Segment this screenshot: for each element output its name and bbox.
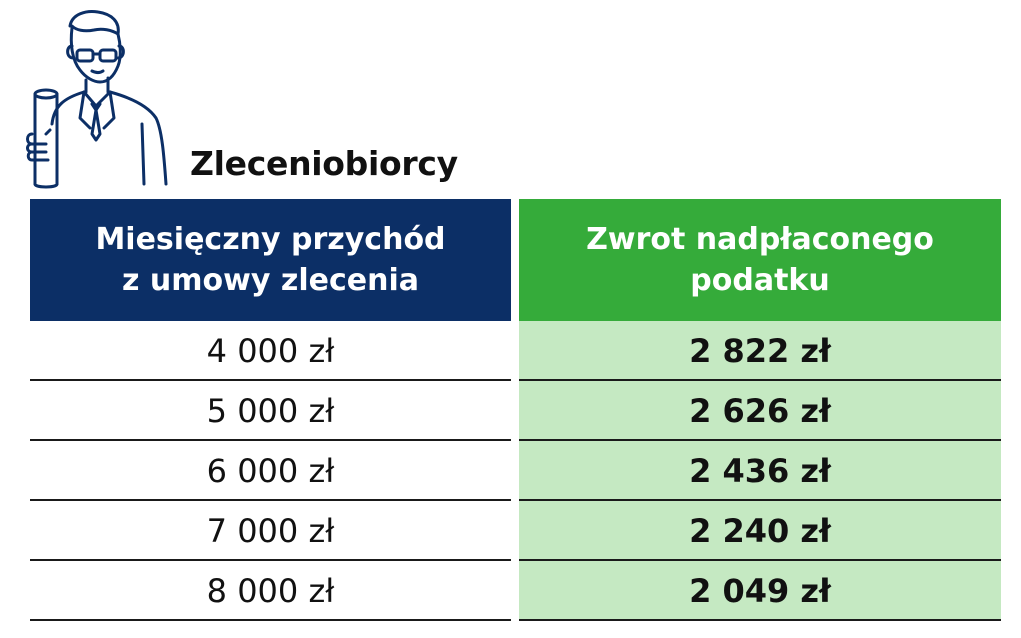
income-cell: 7 000 zł bbox=[206, 512, 335, 550]
refund-cell: 2 049 zł bbox=[519, 561, 1001, 621]
refund-header-label: Zwrot nadpłaconego podatku bbox=[586, 222, 934, 298]
businessman-with-document-scroll-icon bbox=[20, 6, 172, 190]
row-divider bbox=[519, 619, 1001, 621]
income-cell: 4 000 zł bbox=[206, 332, 335, 370]
income-column-header bbox=[30, 199, 511, 321]
table-row bbox=[0, 381, 1021, 441]
income-cell: 5 000 zł bbox=[206, 392, 335, 430]
refund-cell: 2 436 zł bbox=[519, 441, 1001, 501]
refund-column-header bbox=[519, 199, 1001, 321]
page-title: Zleceniobiorcy bbox=[190, 144, 458, 183]
table-row bbox=[0, 561, 1021, 621]
table-row bbox=[0, 321, 1021, 381]
row-divider bbox=[30, 619, 511, 621]
refund-cell: 2 822 zł bbox=[519, 321, 1001, 381]
refund-cell: 2 626 zł bbox=[519, 381, 1001, 441]
refund-cell: 2 240 zł bbox=[519, 501, 1001, 561]
table-row bbox=[0, 441, 1021, 501]
income-cell: 6 000 zł bbox=[206, 452, 335, 490]
income-cell: 8 000 zł bbox=[206, 572, 335, 610]
table-row bbox=[0, 501, 1021, 561]
income-header-label: Miesięczny przychód z umowy zlecenia bbox=[95, 222, 446, 298]
